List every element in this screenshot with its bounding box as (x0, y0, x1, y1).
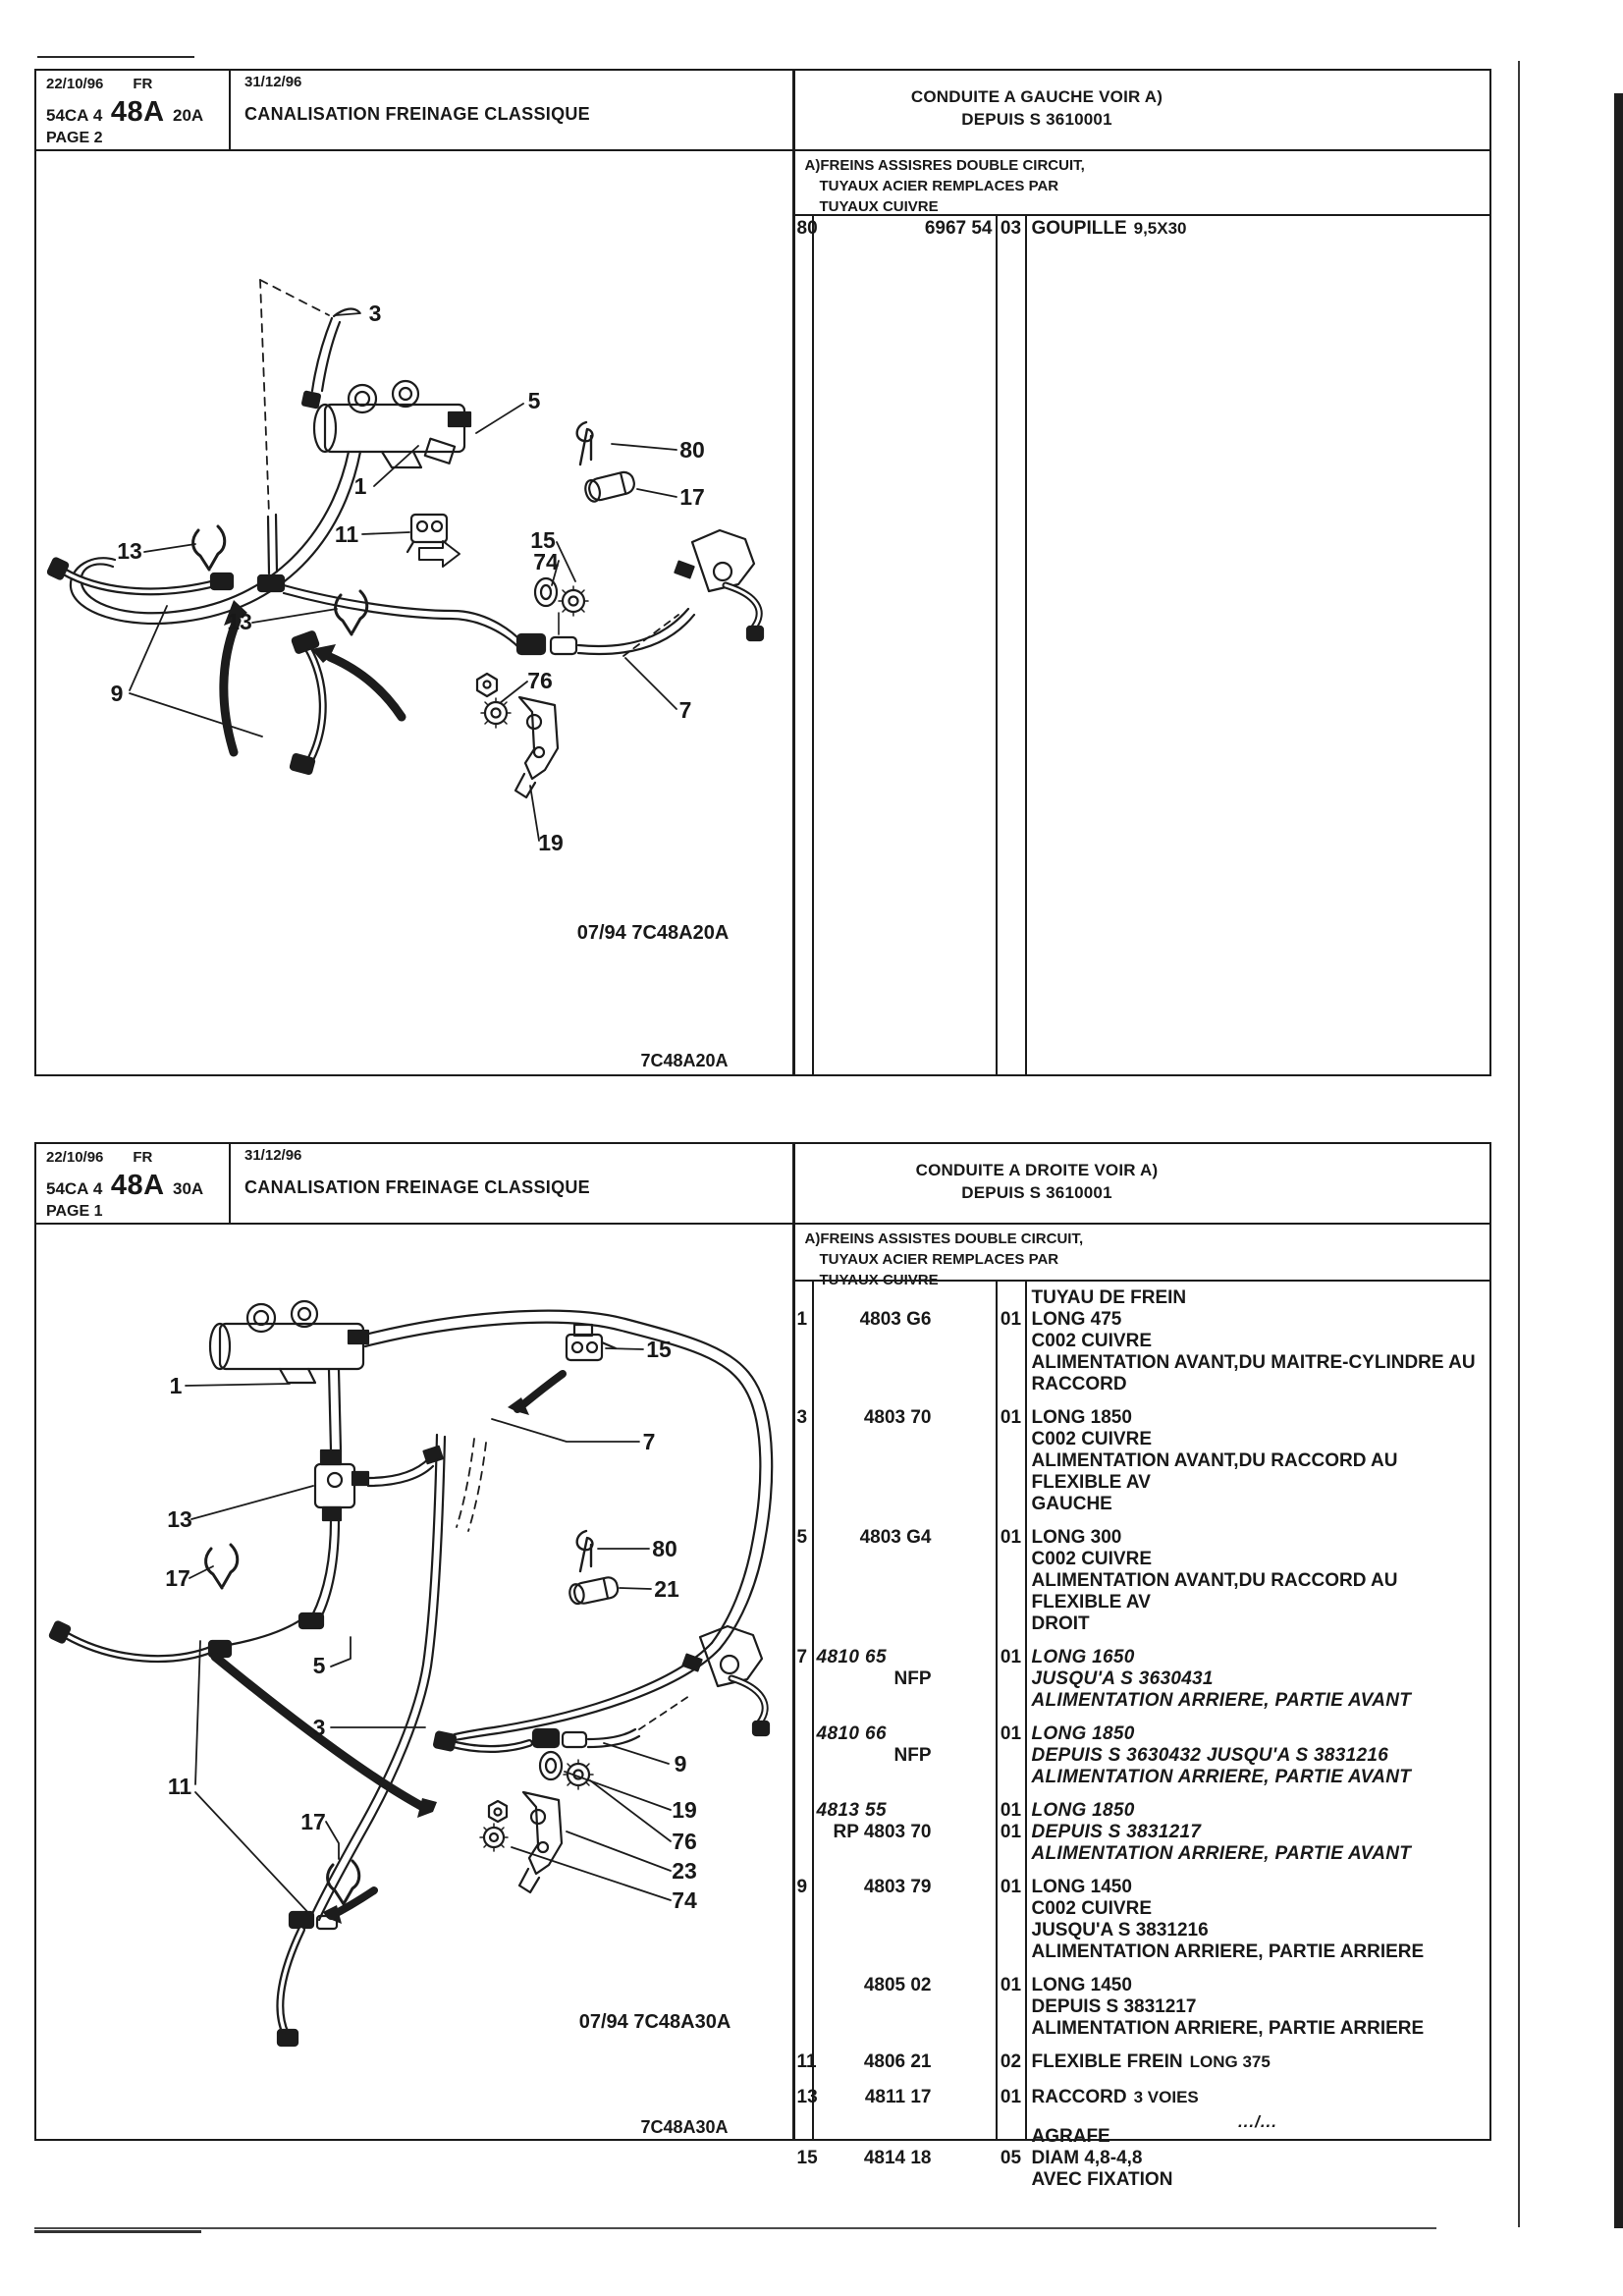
clip (193, 530, 209, 570)
callout-9: 9 (674, 1751, 687, 1777)
replacement-part: RP 4803 70 (833, 1822, 932, 1842)
direction-arrow-outline (419, 541, 460, 567)
group-code: 4 (92, 106, 103, 125)
parts-table-row: 4813 55 RP 4803 70 01 01 LONG 1850 DEPUIS S 3831217 ALIMENTATION ARRIERE, PARTIE AVANT (795, 1800, 1488, 1865)
callout-15: 15 (530, 527, 556, 553)
pipe-fitting (321, 1450, 341, 1464)
group-heading-row (795, 1287, 1488, 1309)
language-code: FR (133, 1149, 153, 1166)
callout-9: 9 (110, 681, 124, 706)
part-spec: 3 VOIES (1133, 2088, 1199, 2106)
scan-edge-band (1614, 93, 1623, 2228)
master-cylinder (210, 1301, 368, 1383)
callout-13: 13 (227, 609, 252, 634)
union-fitting (563, 1732, 586, 1747)
callout-5: 5 (527, 388, 541, 413)
model-code: 54CA (46, 1179, 89, 1198)
callout-23: 23 (672, 1858, 697, 1884)
group-heading: TUYAU DE FREIN (1031, 1287, 1187, 1308)
callout-1: 1 (353, 473, 367, 499)
scan-artifact-vline (1518, 61, 1520, 2227)
part-name: RACCORD (1031, 2087, 1127, 2107)
mounting-bracket (519, 1792, 562, 1892)
column-divider (812, 216, 814, 1074)
parts-table (795, 1287, 1488, 2203)
parts-table-row: 9 4803 79 01 LONG 1450 C002 CUIVRE JUSQU'A S 3831216 ALIMENTATION ARRIERE, PARTIE ARRIERE (796, 1877, 1425, 1962)
diagram-plate-code: 7C48A20A (640, 1051, 729, 1070)
applicability-note: A)FREINS ASSISRES DOUBLE CIRCUIT, TUYAUX ACIER REMPLACES PAR TUYAUX CUIVRE (795, 151, 1490, 216)
banner-line-1: CONDUITE A GAUCHE VOIR A) (910, 87, 1163, 106)
part-name: GOUPILLE (1031, 218, 1127, 239)
variant-code: 20A (173, 106, 204, 125)
spacer-sleeve (568, 1576, 620, 1607)
brake-pipe (320, 1520, 339, 1619)
callout-3: 3 (312, 1715, 326, 1740)
hose-end (278, 2030, 298, 2046)
hose-end (211, 574, 233, 589)
parts-table-row (795, 218, 1488, 240)
scan-artifact-line (37, 56, 194, 58)
hidden-line (457, 1439, 474, 1527)
diagram-plate-code: 7C48A30A (640, 2117, 729, 2137)
banner-line-2: DEPUIS S 3610001 (961, 1183, 1112, 1202)
callout-76: 76 (527, 668, 553, 693)
sheet-title: CANALISATION FREINAGE CLASSIQUE (244, 1177, 590, 1197)
washer (540, 1752, 562, 1779)
callout-74: 74 (672, 1887, 697, 1913)
hidden-line (260, 280, 269, 515)
union-bracket (567, 1325, 616, 1360)
callout-15: 15 (646, 1337, 672, 1362)
callout-21: 21 (654, 1576, 679, 1602)
catalog-sheet-48A-20A (34, 69, 1491, 1076)
brake-pipe (339, 1370, 341, 1450)
callout-17: 17 (165, 1565, 190, 1591)
hidden-line (468, 1443, 486, 1531)
page-number: PAGE 1 (46, 1203, 103, 1220)
nfp-tag: NFP (893, 1745, 932, 1766)
union-fitting (551, 637, 576, 654)
parts-table-row: 15 4814 18 05 DIAM 4,8-4,8 AVEC FIXATION (796, 2148, 1173, 2190)
column-divider (996, 216, 998, 1074)
nut (489, 1801, 507, 1822)
issue-date: 22/10/96 (46, 1149, 104, 1166)
diagram-caption: 07/94 7C48A30A (578, 2011, 731, 2033)
exploded-diagram-left-circuit (36, 151, 792, 1076)
group-code: 4 (92, 1179, 103, 1198)
pipe-3 (322, 322, 340, 391)
parts-table-row: 4810 66 NFP 01 LONG 1850 DEPUIS S 3630432 JUSQU'A S 3831216 ALIMENTATION ARRIERE, PARTIE AVANT (795, 1723, 1488, 1788)
brake-pipe (268, 517, 269, 574)
parts-table-row: 4805 02 01 LONG 1450 DEPUIS S 3831217 ALIMENTATION ARRIERE, PARTIE ARRIERE (863, 1975, 1425, 2039)
header-id-block (36, 1144, 231, 1223)
page-number: PAGE 2 (46, 130, 103, 146)
brake-pipe (368, 1466, 433, 1486)
callout-17: 17 (300, 1809, 326, 1834)
nfp-tag: NFP (893, 1668, 932, 1689)
section-code: 48A (110, 96, 165, 128)
brake-pipe (71, 452, 360, 624)
header-id-block (36, 71, 231, 149)
callout-80: 80 (679, 437, 705, 463)
brake-pipe (365, 1311, 772, 1649)
sheet-title: CANALISATION FREINAGE CLASSIQUE (244, 104, 590, 124)
parts-table-row: 3 4803 70 01 LONG 1850 C002 CUIVRE ALIMENTATION AVANT,DU RACCORD AU FLEXIBLE AV GAUCHE (796, 1407, 1398, 1514)
section-code: 48A (110, 1170, 165, 1201)
banner-block (790, 1144, 1489, 1223)
qty-cell: 03 (1000, 218, 1022, 239)
callout-13: 13 (167, 1506, 192, 1532)
union-fitting (299, 1613, 323, 1628)
desc-cell (1026, 218, 1488, 240)
continuation-mark: .../... (1237, 2112, 1277, 2131)
model-code: 54CA (46, 106, 89, 125)
brake-pipe (588, 1729, 635, 1739)
hidden-line (260, 280, 329, 315)
language-code: FR (133, 76, 153, 92)
brake-pipe (329, 1370, 331, 1450)
pipe-fitting (424, 1447, 443, 1463)
callout-5: 5 (312, 1653, 326, 1678)
callout-7: 7 (678, 697, 692, 723)
group-heading-row (795, 2126, 1488, 2148)
union-fitting (533, 1729, 559, 1747)
brake-pipe (229, 1619, 301, 1645)
revision-date: 31/12/96 (244, 1147, 302, 1164)
revision-date: 31/12/96 (244, 74, 302, 90)
banner-line-2: DEPUIS S 3610001 (961, 110, 1112, 129)
column-divider (1025, 216, 1027, 1074)
scan-bottom-line (34, 2227, 1436, 2229)
parts-table-row: 13 4811 17 01 RACCORD 3 VOIES (796, 2087, 1199, 2107)
callout-19: 19 (538, 830, 564, 855)
parts-table-row: 7 4810 65 NFP 01 LONG 1650 JUSQU'A S 3630431 ALIMENTATION ARRIERE, PARTIE AVANT (796, 1647, 1412, 1711)
callout-76: 76 (672, 1829, 697, 1854)
leader-lines (186, 1348, 671, 1918)
ref-cell: 80 (796, 218, 818, 239)
part-cell: 6967 54 (924, 218, 993, 239)
callout-11: 11 (167, 1774, 192, 1799)
callout-80: 80 (652, 1536, 677, 1561)
brake-pipe (455, 1643, 712, 1734)
flow-arrow (224, 621, 237, 752)
spacer-sleeve (583, 470, 636, 503)
callout-11: 11 (334, 521, 359, 547)
hidden-line (639, 1694, 692, 1729)
brake-pipe (284, 593, 518, 647)
sheet-header (36, 71, 1489, 151)
master-cylinder (314, 381, 470, 467)
scan-bottom-line-2 (34, 2230, 201, 2233)
header-title-block (231, 71, 790, 149)
banner-block (790, 71, 1489, 149)
diagram-caption: 07/94 7C48A20A (576, 922, 730, 944)
hose-bracket-assembly (675, 530, 763, 640)
mounting-bracket (515, 697, 558, 797)
brake-pipe (578, 609, 688, 646)
pipe-fitting (302, 391, 321, 408)
sheet-header (36, 1144, 1489, 1225)
union-fitting (258, 575, 284, 591)
catalog-sheet-48A-30A (34, 1142, 1491, 2190)
nut (477, 674, 497, 696)
brake-pipe (276, 515, 277, 572)
group-heading: AGRAFE (1031, 2126, 1110, 2147)
three-way-union (315, 1464, 368, 1520)
callout-74: 74 (533, 549, 559, 574)
callout-17: 17 (679, 484, 705, 510)
parts-table-row: 11 4806 21 02 FLEXIBLE FREIN LONG 375 (796, 2051, 1271, 2072)
callout-7: 7 (642, 1429, 656, 1454)
header-title-block (231, 1144, 790, 1223)
variant-code: 30A (173, 1179, 204, 1198)
exploded-diagram-right-circuit (36, 1225, 792, 2141)
part-name: FLEXIBLE FREIN (1031, 2051, 1183, 2072)
callout-3: 3 (368, 301, 382, 326)
union-fitting (517, 634, 545, 654)
parts-table-row: 5 4803 G4 01 LONG 300 C002 CUIVRE ALIMENTATION AVANT,DU RACCORD AU FLEXIBLE AV DROIT (796, 1527, 1398, 1634)
part-spec: LONG 375 (1189, 2052, 1271, 2071)
issue-date: 22/10/96 (46, 76, 104, 92)
applicability-note: A)FREINS ASSISTES DOUBLE CIRCUIT, TUYAUX ACIER REMPLACES PAR TUYAUX CUIVRE (795, 1225, 1490, 1282)
callout-13: 13 (117, 538, 142, 564)
brake-pipe (284, 585, 522, 642)
hose-end (434, 1731, 457, 1751)
banner-line-1: CONDUITE A DROITE VOIR A) (915, 1161, 1159, 1179)
parts-table-row: 1 4803 G6 01 LONG 475 C002 CUIVRE ALIMENTATION AVANT,DU MAITRE-CYLINDRE AU RACCORD (796, 1309, 1476, 1394)
callout-1: 1 (169, 1373, 183, 1398)
callout-19: 19 (672, 1797, 697, 1823)
part-spec: 9,5X30 (1133, 219, 1187, 238)
flow-arrow (330, 657, 402, 717)
